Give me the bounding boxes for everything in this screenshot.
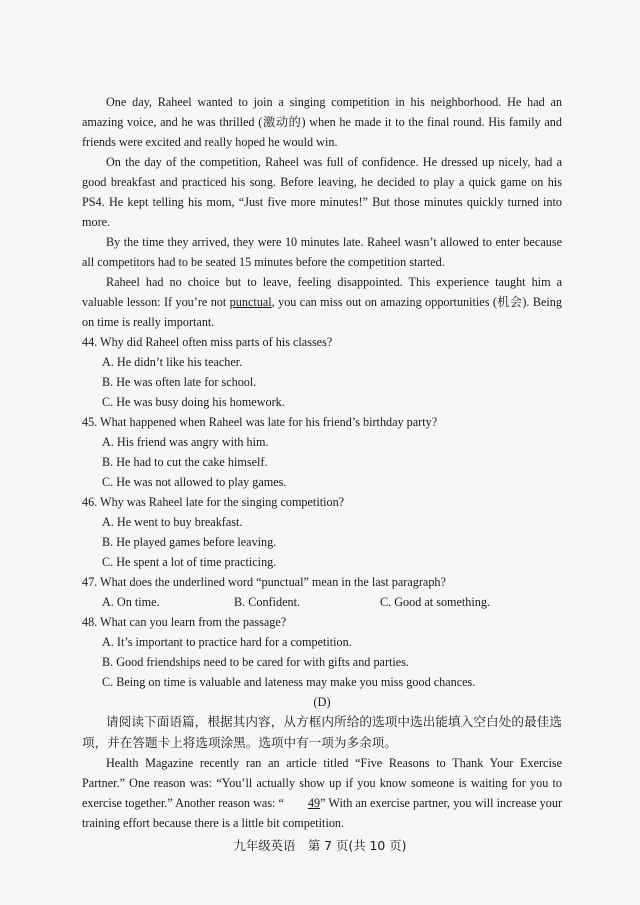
option-c: C. He was not allowed to play games. — [102, 475, 287, 489]
section-d-paragraph — [82, 753, 562, 833]
paragraph-1: One day, Raheel wanted to join a singing competition in his neighborhood. He had an amazing voice, and he was thrilled (激动的) when he made it to the final round. His family and friends were excited and really hoped he would win. — [82, 95, 562, 149]
question-46 — [82, 492, 562, 572]
question-47 — [82, 572, 562, 612]
question-stem: 45. What happened when Raheel was late for his friend’s birthday party? — [82, 415, 438, 429]
section-d-instructions: 请阅读下面语篇，根据其内容，从方框内所给的选项中选出能填入空白处的最佳选项，并在答题卡上将选项涂黑。选项中有一项为多余项。 — [82, 714, 562, 750]
question-45 — [82, 412, 562, 492]
option-b: B. Good friendships need to be cared for with gifts and parties. — [102, 655, 409, 669]
option-c: C. He was busy doing his homework. — [102, 395, 285, 409]
option-b: B. Confident. — [234, 595, 301, 609]
option-b: B. He had to cut the cake himself. — [102, 455, 268, 469]
option-row — [82, 592, 562, 612]
option-b: B. He played games before leaving. — [102, 535, 277, 549]
blank-49: 49 — [307, 796, 321, 810]
question-48 — [82, 612, 562, 692]
paragraph-4-after: , you can miss out on amazing opportunities (机会). Being on time is really important. — [82, 295, 562, 329]
paragraph-2: On the day of the competition, Raheel was full of confidence. He dressed up nicely, had a good breakfast and practiced his song. Before leaving, he decided to play a quick game on his PS4. He kept telling his mom, “Just five more minutes!” But those minutes quickly turned into more. — [82, 155, 562, 229]
paragraph-3: By the time they arrived, they were 10 minutes late. Raheel wasn’t allowed to enter because all competitors had to be seated 15 minutes before the competition started. — [82, 235, 562, 269]
paragraph-4-before: Raheel had no choice but to leave, feeling disappointed. This experience taught him a valuable lesson: If you’re not — [82, 275, 562, 309]
section-d-after: ” With an exercise partner, you will increase your training effort because there is a little bit competition. — [82, 796, 562, 830]
paragraph-4 — [82, 272, 562, 332]
option-a: A. He went to buy breakfast. — [102, 515, 243, 529]
question-stem: 46. Why was Raheel late for the singing competition? — [82, 495, 345, 509]
question-stem: 47. What does the underlined word “punctual” mean in the last paragraph? — [82, 575, 446, 589]
option-b: B. He was often late for school. — [102, 375, 257, 389]
underlined-word: punctual — [229, 295, 272, 309]
option-c: C. Good at something. — [380, 595, 491, 609]
option-a: A. He didn’t like his teacher. — [102, 355, 243, 369]
text-column — [82, 92, 562, 833]
option-c: C. He spent a lot of time practicing. — [102, 555, 277, 569]
question-44 — [82, 332, 562, 412]
section-d-heading: (D) — [313, 695, 331, 709]
question-stem: 48. What can you learn from the passage? — [82, 615, 287, 629]
option-a: A. It’s important to practice hard for a competition. — [102, 635, 352, 649]
page-footer: 九年级英语 第 7 页(共 10 页) — [233, 838, 407, 853]
section-d-before: Health Magazine recently ran an article titled “Five Reasons to Thank Your Exercise Partner.” One reason was: “You’ll actually show up if you know someone is waiting for you to exercise together.” Another reason was: “ — [82, 756, 562, 810]
question-stem: 44. Why did Raheel often miss parts of his classes? — [82, 335, 333, 349]
option-c: C. Being on time is valuable and lateness may make you miss good chances. — [102, 675, 476, 689]
option-a: A. On time. — [102, 595, 160, 609]
option-a: A. His friend was angry with him. — [102, 435, 269, 449]
